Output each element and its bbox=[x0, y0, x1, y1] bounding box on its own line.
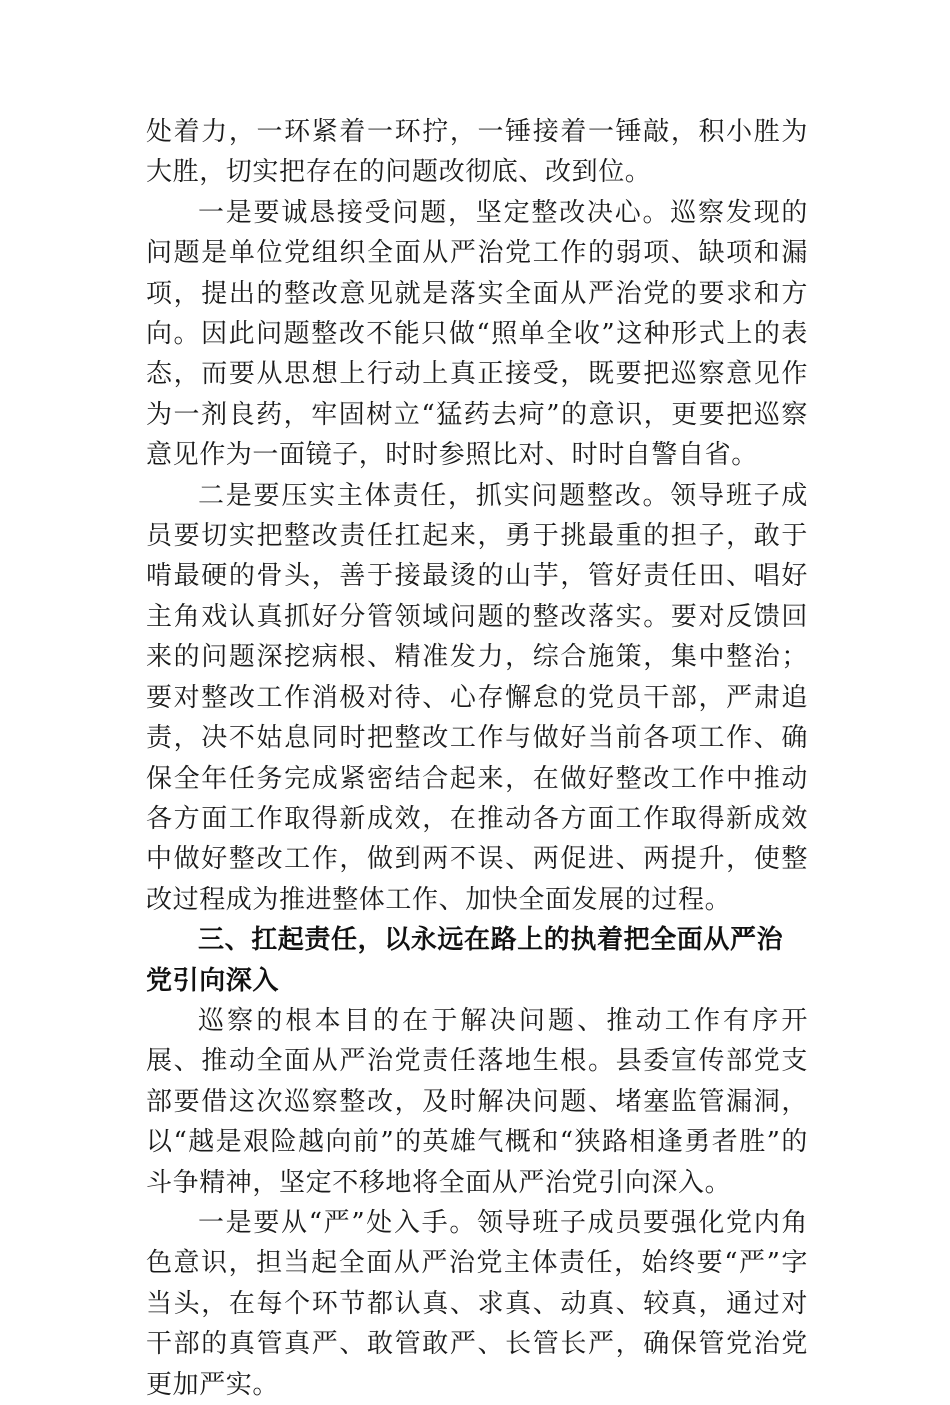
paragraph-continuation: 处着力，一环紧着一环拧，一锤接着一锤敲，积小胜为大胜，切实把存在的问题改彻底、改到位。 bbox=[146, 117, 808, 188]
paragraph-main-responsibility: 二是要压实主体责任，抓实问题整改。领导班子成员要切实把整改责任扛起来，勇于挑最重的担子，敢于啃最硬的骨头，善于接最烫的山芋，管好责任田、唱好主角戏认真抓好分管领域问题的整改落实。要对反馈回来的问题深挖病根、精准发力，综合施策，集中整治；要对整改工作消极对待、心存懈怠的党员干部，严肃追责，决不姑息同时把整改工作与做好当前各项工作、确保全年任务完成紧密结合起来，在做好整改工作中推动各方面工作取得新成效，在推动各方面工作取得新成效中做好整改工作，做到两不误、两促进、两提升，使整改过程成为推进整体工作、加快全面发展的过程。 bbox=[146, 480, 808, 915]
paragraph-accept-problems: 一是要诚恳接受问题，坚定整改决心。巡察发现的问题是单位党组织全面从严治党工作的弱项、缺项和漏项，提出的整改意见就是落实全面从严治党的要求和方向。因此问题整改不能只做“照单全收”这种形式上的表态，而要从思想上行动上真正接受，既要把巡察意见作为一剂良药，牢固树立“猛药去疴”的意识，更要把巡察意见作为一面镜子，时时参照比对、时时自警自省。 bbox=[146, 197, 808, 471]
paragraph-purpose: 巡察的根本目的在于解决问题、推动工作有序开展、推动全面从严治党责任落地生根。县委宣传部党支部要借这次巡察整改，及时解决问题、堵塞监管漏洞，以“越是艰险越向前”的英雄气概和“狭路相逢勇者胜”的斗争精神，坚定不移地将全面从严治党引向深入。 bbox=[146, 1005, 808, 1198]
paragraph-strict: 一是要从“严”处入手。领导班子成员要强化党内角色意识，担当起全面从严治党主体责任，始终要“严”字当头，在每个环节都认真、求真、动真、较真，通过对干部的真管真严、敢管敢严、长管长严，确保管党治党更加严实。 bbox=[146, 1207, 808, 1400]
document-body bbox=[146, 112, 808, 1405]
section-heading: 三、扛起责任，以永远在路上的执着把全面从严治党引向深入 bbox=[146, 925, 784, 996]
